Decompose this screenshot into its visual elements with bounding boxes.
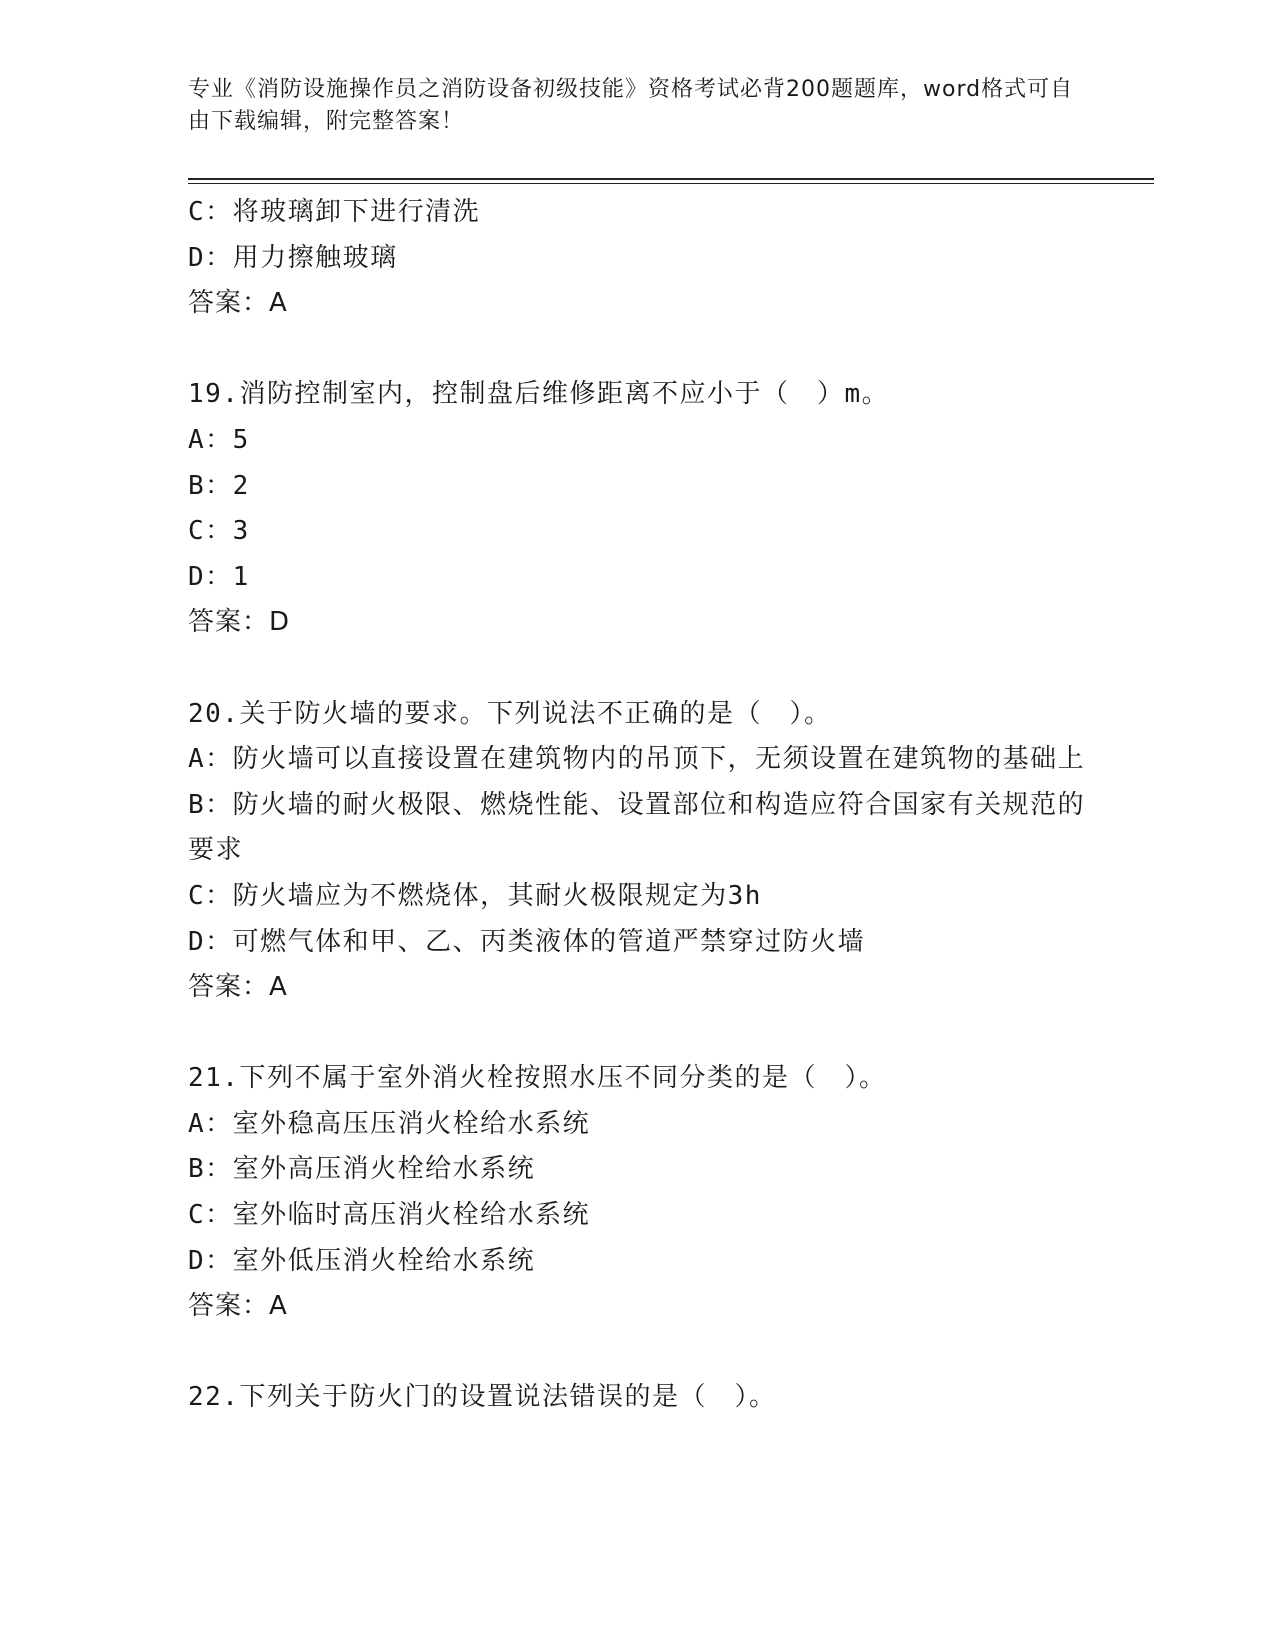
option-line: C：防火墙应为不燃烧体，其耐火极限规定为3h [188, 880, 762, 911]
spacer [188, 646, 1088, 692]
question-content [188, 190, 1088, 1421]
option-line: D：1 [188, 561, 250, 592]
option-line: C：3 [188, 516, 250, 547]
question-stem: 21.下列不属于室外消火栓按照水压不同分类的是（ ）。 [188, 1063, 887, 1094]
option-line: A：室外稳高压压消火栓给水系统 [188, 1108, 591, 1139]
question-stem: 19.消防控制室内，控制盘后维修距离不应小于（ ）m。 [188, 379, 890, 410]
option-line: C：室外临时高压消火栓给水系统 [188, 1200, 591, 1231]
answer-line: 答案：D [188, 607, 291, 638]
option-line: D：可燃气体和甲、乙、丙类液体的管道严禁穿过防火墙 [188, 926, 866, 957]
option-line: A：防火墙可以直接设置在建筑物内的吊顶下，无须设置在建筑物的基础上 [188, 744, 1086, 775]
document-header: 专业《消防设施操作员之消防设备初级技能》资格考试必背200题题库，word格式可自由下载编辑，附完整答案！ [188, 77, 1074, 134]
option-line: B：室外高压消火栓给水系统 [188, 1154, 536, 1185]
spacer [188, 1011, 1088, 1057]
question-stem: 22.下列关于防火门的设置说法错误的是（ ）。 [188, 1382, 777, 1413]
answer-line: 答案：A [188, 1291, 288, 1322]
option-line: C：将玻璃卸下进行清洗 [188, 197, 481, 227]
spacer [188, 327, 1088, 373]
header-divider-thick [188, 178, 1154, 180]
answer-line: 答案：A [188, 288, 288, 319]
option-line: B：2 [188, 470, 250, 501]
answer-line: 答案：A [188, 972, 288, 1003]
option-line: B：防火墙的耐火极限、燃烧性能、设置部位和构造应符合国家有关规范的要求 [188, 789, 1086, 866]
question-stem: 20.关于防火墙的要求。下列说法不正确的是（ ）。 [188, 698, 832, 729]
option-line: D：室外低压消火栓给水系统 [188, 1245, 536, 1276]
spacer [188, 1330, 1088, 1376]
option-line: A：5 [188, 424, 250, 455]
option-line: D：用力擦触玻璃 [188, 242, 398, 273]
header-divider-thin [188, 183, 1154, 184]
